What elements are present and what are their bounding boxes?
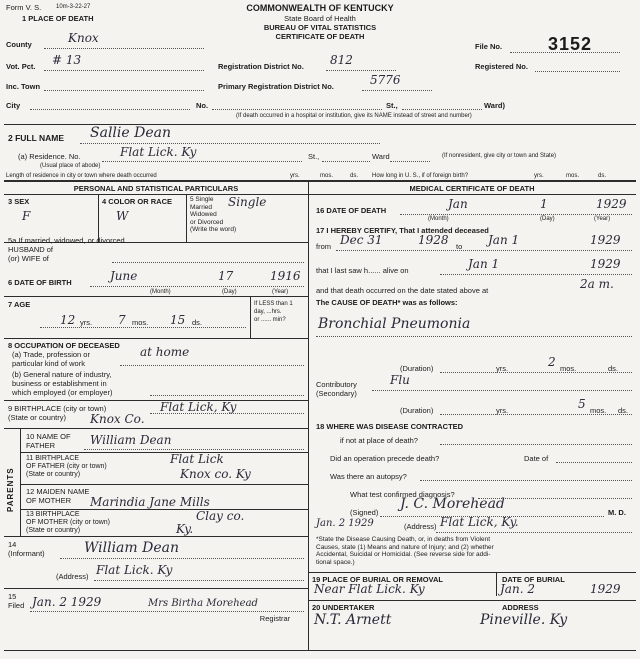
mother-birthplace-label: 13 BIRTHPLACE OF MOTHER (city or town) (State or country)	[26, 511, 111, 534]
primary-reg-label: Primary Registration District No.	[218, 82, 334, 91]
duration-1-months: 2	[548, 355, 556, 369]
full-name-label: 2 FULL NAME	[8, 133, 65, 143]
burial-place-label: 19 PLACE OF BURIAL OR REMOVAL	[312, 575, 443, 584]
test-label: What test confirmed diagnosis?	[350, 490, 455, 499]
mother-name-label: 12 MAIDEN NAME OF MOTHER	[26, 487, 90, 505]
md-label: M. D.	[608, 508, 626, 517]
less-than-label: If LESS than 1 day, ...hrs. or ...... min?	[254, 301, 293, 323]
date-of-death-month: Jan	[448, 197, 468, 211]
dob-label: 6 DATE OF BIRTH	[8, 278, 72, 287]
attended-from-value: Dec 31	[340, 233, 383, 247]
burial-place-value: Near Flat Lick. Ky	[314, 582, 425, 596]
certify-label: 17 I HEREBY CERTIFY, That I attended deceased	[316, 226, 489, 235]
last-saw-year: 1929	[590, 257, 621, 271]
autopsy-label: Was there an autopsy?	[330, 472, 407, 481]
dob-month-sub: (Month)	[150, 289, 171, 295]
age-months: 7	[118, 313, 126, 327]
birthplace-label: 9 BIRTHPLACE (city or town) (State or country)	[8, 404, 107, 422]
filed-label: 15 Filed	[8, 592, 25, 610]
last-saw-value: Jan 1	[468, 257, 500, 271]
sign-address-value: Flat Lick, Ky.	[440, 515, 519, 529]
reg-district-label: Registration District No.	[218, 62, 304, 71]
title-certificate: CERTIFICATE OF DEATH	[275, 32, 365, 41]
reg-district-value: 812	[330, 53, 353, 67]
hospital-note: (If death occurred in a hospital or institution, give its NAME instead of street and number)	[236, 113, 472, 119]
city-st-label: St.,	[386, 101, 398, 110]
registrar-value: Mrs Birtha Morehead	[148, 598, 258, 609]
cause-value: Bronchial Pneumonia	[318, 316, 471, 332]
informant-address-value: Flat Lick. Ky	[96, 563, 173, 577]
us-yrs: yrs.	[534, 173, 544, 179]
primary-reg-value: 5776	[370, 73, 401, 87]
dob-day-sub: (Day)	[222, 289, 237, 295]
dob-year-sub: (Year)	[272, 289, 289, 295]
cause-label: The CAUSE OF DEATH* was as follows:	[316, 298, 458, 307]
mother-birthplace-value-1: Clay co.	[196, 509, 245, 523]
mother-name-value: Marindia Jane Mills	[90, 495, 210, 509]
color-label: 4 COLOR OR RACE	[102, 197, 173, 206]
marital-value: Single	[228, 195, 267, 209]
age-years: 12	[60, 313, 76, 327]
title-bureau: BUREAU OF VITAL STATISTICS	[263, 23, 377, 32]
color-value: W	[116, 209, 129, 223]
duration-2-label: (Duration)	[400, 406, 434, 415]
marital-label: 5 Single Married Widowed or Divorced (Write the word)	[190, 196, 237, 233]
father-birthplace-value-2: Knox co. Ky	[180, 467, 251, 481]
residence-value: Flat Lick. Ky	[120, 145, 197, 159]
us-ds: ds.	[598, 173, 607, 179]
death-day-sub: (Day)	[540, 216, 555, 222]
county-value: Knox	[68, 31, 99, 45]
city-label: City	[6, 101, 21, 110]
burial-date-label: DATE OF BURIAL	[502, 575, 565, 584]
title-board: State Board of Health	[284, 14, 356, 23]
residence-st-label: St.,	[308, 152, 320, 161]
date-of-death-year: 1929	[596, 197, 627, 211]
parents-vertical-label: PARENTS	[6, 467, 15, 512]
nonresident-note: (If nonresident, give city or town and State)	[442, 153, 557, 159]
dob-year: 1916	[270, 269, 301, 283]
undertaker-address-value: Pineville. Ky	[480, 612, 568, 628]
length-ds: ds.	[350, 173, 359, 179]
undertaker-label: 20 UNDERTAKER	[312, 603, 375, 612]
form-code: 10m-3-22-27	[56, 4, 91, 10]
informant-label: 14 (Informant)	[8, 540, 45, 558]
birthplace-value-2: Knox Co.	[90, 412, 145, 426]
age-days: 15	[170, 313, 186, 327]
city-no-label: No.	[196, 101, 209, 110]
vot-pct-value: # 13	[52, 53, 82, 67]
birthplace-value-1: Flat Lick, Ky	[160, 400, 237, 414]
age-yrs-unit: yrs.	[80, 318, 93, 327]
burial-date-value: Jan. 2	[500, 582, 535, 596]
age-label: 7 AGE	[8, 300, 31, 309]
sign-address-label: (Address)	[404, 522, 437, 531]
death-at-value: 2a m.	[580, 277, 614, 291]
age-ds-unit: ds.	[192, 318, 203, 327]
occupation-label: 8 OCCUPATION OF DECEASED	[8, 341, 120, 350]
duration-1-yrs: yrs.	[496, 364, 509, 373]
file-no-label: File No.	[475, 42, 503, 51]
dob-day: 17	[218, 269, 234, 283]
filed-value: Jan. 2 1929	[32, 595, 102, 609]
signed-label: (Signed)	[350, 508, 379, 517]
death-at-label: and that death occurred on the date stated above at	[316, 286, 489, 295]
duration-2-months: 5	[578, 397, 586, 411]
length-residence-note: Length of residence in city or town where death occurred	[6, 173, 157, 179]
sign-date-value: Jan. 2 1929	[316, 518, 374, 529]
signed-value: J. C. Morehead	[400, 496, 505, 512]
father-birthplace-value-1: Flat Lick	[170, 452, 224, 466]
city-ward-label: Ward)	[484, 101, 505, 110]
contributory-value: Flu	[390, 373, 410, 387]
duration-1-mos: mos.	[560, 364, 577, 373]
undertaker-address-label: ADDRESS	[502, 603, 539, 612]
county-label: County	[6, 40, 32, 49]
duration-2-ds: ds.	[618, 406, 629, 415]
operation-label: Did an operation precede death?	[330, 454, 440, 463]
age-mos-unit: mos.	[132, 318, 149, 327]
place-of-death-heading: 1 PLACE OF DEATH	[22, 14, 94, 23]
abode-note: (Usual place of abode)	[40, 163, 101, 169]
father-birthplace-label: 11 BIRTHPLACE OF FATHER (city or town) (State or country)	[26, 455, 107, 478]
file-no-value: 3152	[548, 34, 593, 54]
registrar-label: Registrar	[259, 614, 291, 623]
attended-to-value: Jan 1	[488, 233, 520, 247]
full-name-value: Sallie Dean	[90, 125, 171, 141]
informant-address-label: (Address)	[56, 572, 89, 581]
father-name-label: 10 NAME OF FATHER	[26, 432, 71, 450]
duration-1-ds: ds.	[608, 364, 619, 373]
duration-2-mos: mos.	[590, 406, 607, 415]
trade-label: (a) Trade, profession or particular kind of work	[12, 350, 90, 368]
personal-section-heading: PERSONAL AND STATISTICAL PARTICULARS	[73, 184, 239, 193]
title-commonwealth: COMMONWEALTH OF KENTUCKY	[246, 3, 394, 13]
inc-town-label: Inc. Town	[6, 82, 41, 91]
husband-wife-label: 5a If married, widowed, or divorced HUSBAND of (or) WIFE of	[8, 236, 125, 263]
form-number: Form V. S.	[6, 3, 42, 12]
attended-to-year: 1929	[590, 233, 621, 247]
length-yrs: yrs.	[290, 173, 300, 179]
residence-label: (a) Residence. No.	[18, 152, 81, 161]
informant-value: William Dean	[84, 540, 179, 556]
not-place-label: if not at place of death?	[340, 436, 418, 445]
vot-pct-label: Vot. Pct.	[6, 62, 36, 71]
us-mos: mos.	[566, 173, 580, 179]
duration-1-label: (Duration)	[400, 364, 434, 373]
attended-from-label: from	[316, 242, 331, 251]
duration-2-yrs: yrs.	[496, 406, 509, 415]
undertaker-value: N.T. Arnett	[314, 612, 392, 628]
burial-date-year: 1929	[590, 582, 621, 596]
contributory-label: Contributory (Secondary)	[316, 380, 357, 398]
dob-month: June	[110, 269, 138, 283]
death-month-sub: (Month)	[428, 216, 449, 222]
sex-label: 3 SEX	[8, 197, 30, 206]
residence-ward-label: Ward	[372, 152, 390, 161]
last-saw-label: that I last saw h...... alive on	[316, 266, 409, 275]
industry-label: (b) General nature of industry, business or establishment in which employed (or employer)	[12, 370, 113, 397]
length-mos: mos.	[320, 173, 334, 179]
registered-no-label: Registered No.	[475, 62, 528, 71]
date-of-death-day: 1	[540, 197, 548, 211]
attended-from-year: 1928	[418, 233, 449, 247]
death-year-sub: (Year)	[594, 216, 611, 222]
medical-section-heading: MEDICAL CERTIFICATE OF DEATH	[409, 184, 535, 193]
how-long-note: How long in U. S., if of foreign birth?	[372, 173, 469, 179]
sex-value: F	[22, 209, 31, 223]
father-name-value: William Dean	[90, 433, 172, 447]
disease-note: *State the Disease Causing Death, or, in deaths from Violent Causes, state (1) Means and nature of Injury; and (2) whether Accidental, Suicidal or Homicidal. (See reverse side for addi- tional space.)	[316, 536, 494, 566]
trade-value: at home	[140, 345, 190, 359]
where-contracted-label: 18 WHERE WAS DISEASE CONTRACTED	[316, 422, 464, 431]
date-of-death-label: 16 DATE OF DEATH	[316, 206, 387, 215]
date-of-label: Date of	[524, 454, 549, 463]
mother-birthplace-value-2: Ky.	[176, 522, 194, 536]
attended-to-label: to	[456, 242, 463, 251]
